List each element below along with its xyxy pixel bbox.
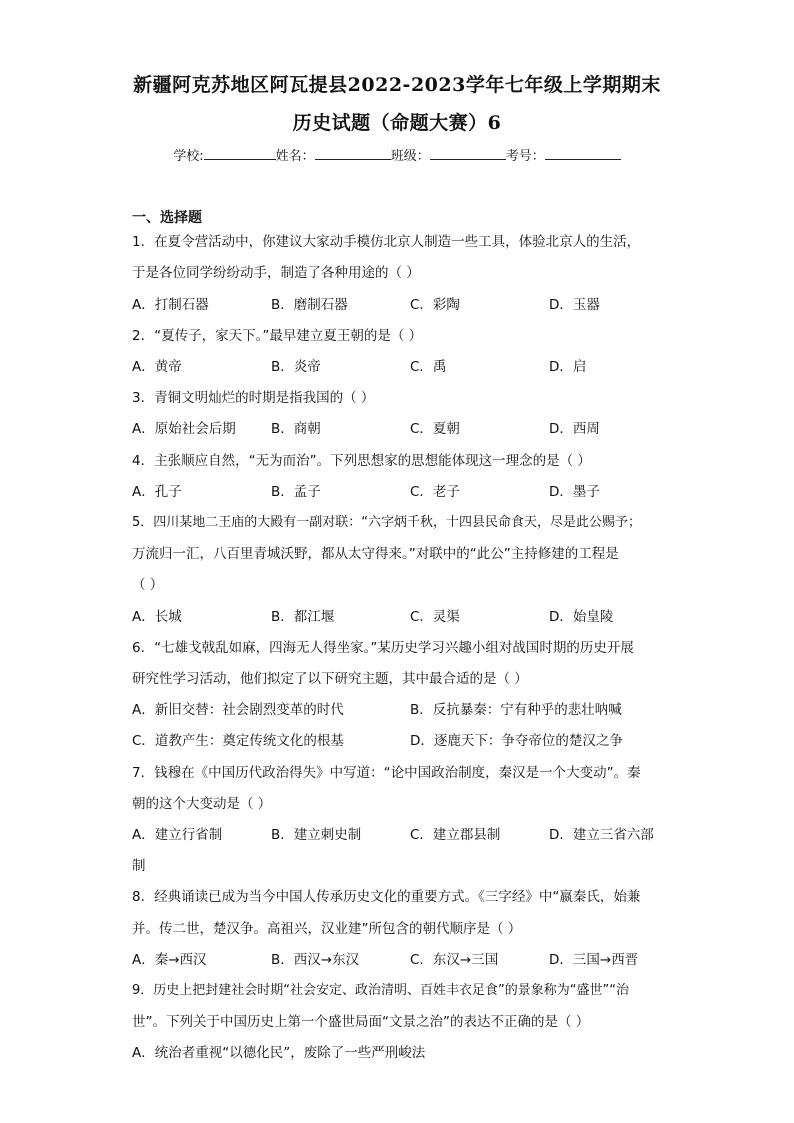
q7-option-d-wrap: 制	[132, 858, 146, 874]
student-info-row	[0, 145, 794, 164]
question-7-line-2: 朝的这个大变动是（ ）	[132, 796, 272, 812]
q3-option-b: B．商朝	[271, 421, 321, 437]
question-2-line-1: 2．“夏传子，家天下。”最早建立夏王朝的是（ ）	[132, 328, 423, 344]
q5-option-a: A．长城	[132, 609, 182, 625]
q3-option-d: D．西周	[549, 421, 600, 437]
question-1-line-2: 于是各位同学纷纷动手，制造了各种用途的（ ）	[132, 265, 420, 281]
q6-option-b: B．反抗暴秦：宁有种乎的悲壮呐喊	[410, 702, 622, 718]
q6-option-a: A．新旧交替：社会剧烈变革的时代	[132, 702, 344, 718]
exam-title-line2: 历史试题（命题大赛）6	[292, 112, 502, 134]
question-5-line-2: 万流归一汇，八百里青城沃野，都从太守得来。”对联中的“此公”主持修建的工程是	[132, 546, 619, 562]
q2-option-d: D．启	[549, 359, 587, 375]
q7-option-a: A．建立行省制	[132, 827, 223, 843]
q4-option-c: C．老子	[410, 484, 460, 500]
q3-option-c: C．夏朝	[410, 421, 460, 437]
question-6-line-2: 研究性学习活动，他们拟定了以下研究主题，其中最合适的是（ ）	[132, 671, 528, 687]
q2-option-c: C．禹	[410, 359, 447, 375]
q2-option-a: A．黄帝	[132, 359, 182, 375]
question-8-line-1: 8．经典诵读已成为当今中国人传承历史文化的重要方式。《三字经》中“嬴秦氏，始兼	[132, 889, 641, 905]
number-blank	[545, 147, 621, 160]
question-7-line-1: 7．钱穆在《中国历代政治得失》中写道：“论中国政治制度，秦汉是一个大变动”。秦	[132, 765, 641, 781]
exam-title-line1: 新疆阿克苏地区阿瓦提县2022-2023学年七年级上学期期末	[133, 74, 661, 96]
question-8-line-2: 并。传二世，楚汉争。高祖兴，汉业建”所包含的朝代顺序是（ ）	[132, 921, 522, 937]
q6-option-d: D．逐鹿天下：争夺帝位的楚汉之争	[410, 733, 623, 749]
number-label: 考号：	[505, 149, 545, 164]
section-title: 一、选择题	[132, 210, 202, 226]
school-label: 学校:	[173, 149, 204, 164]
q4-option-b: B．孟子	[271, 484, 321, 500]
q6-option-c: C．道教产生：奠定传统文化的根基	[132, 733, 344, 749]
q5-option-c: C．灵渠	[410, 609, 460, 625]
q8-option-b: B．西汉→东汉	[271, 952, 360, 968]
q7-option-b: B．建立刺史制	[271, 827, 362, 843]
class-blank	[430, 147, 506, 160]
q1-option-b: B．磨制石器	[271, 297, 348, 313]
question-6-line-1: 6．“七雄戈戟乱如麻，四海无人得坐家。”某历史学习兴趣小组对战国时期的历史开展	[132, 640, 634, 656]
q1-option-a: A．打制石器	[132, 297, 209, 313]
q5-option-d: D．始皇陵	[549, 609, 614, 625]
question-9-line-2: 世”。下列关于中国历史上第一个盛世局面“文景之治”的表达不正确的是（ ）	[132, 1014, 590, 1030]
name-label: 姓名：	[275, 149, 315, 164]
q3-option-a: A．原始社会后期	[132, 421, 236, 437]
q8-option-a: A．秦→西汉	[132, 952, 207, 968]
question-4-line-1: 4．主张顺应自然，“无为而治”。下列思想家的思想能体现这一理念的是（ ）	[132, 453, 591, 469]
q7-option-d: D．建立三省六部	[549, 827, 654, 843]
q1-option-d: D．玉器	[549, 297, 600, 313]
q5-option-b: B．都江堰	[271, 609, 335, 625]
q1-option-c: C．彩陶	[410, 297, 460, 313]
name-blank	[315, 147, 391, 160]
question-1-line-1: 1．在夏令营活动中，你建议大家动手模仿北京人制造一些工具，体验北京人的生活，	[132, 234, 641, 250]
q7-option-c: C．建立郡县制	[410, 827, 501, 843]
question-3-line-1: 3．青铜文明灿烂的时期是指我国的（ ）	[132, 390, 375, 406]
q8-option-d: D．三国→西晋	[549, 952, 639, 968]
q8-option-c: C．东汉→三国	[410, 952, 499, 968]
question-5-line-1: 5．四川某地二王庙的大殿有一副对联：“六字炳千秋，十四县民命食天，尽是此公赐予；	[132, 515, 642, 530]
q9-option-a: A．统治者重视“以德化民”，废除了一些严刑峻法	[132, 1045, 426, 1061]
school-blank	[204, 147, 276, 160]
class-label: 班级：	[390, 149, 430, 164]
q2-option-b: B．炎帝	[271, 359, 321, 375]
question-5-line-3: （ ）	[132, 577, 164, 593]
q4-option-a: A．孔子	[132, 484, 182, 500]
question-9-line-1: 9．历史上把封建社会时期“社会安定、政治清明、百姓丰衣足食”的景象称为“盛世”“治	[132, 983, 629, 998]
q4-option-d: D．墨子	[549, 484, 600, 500]
